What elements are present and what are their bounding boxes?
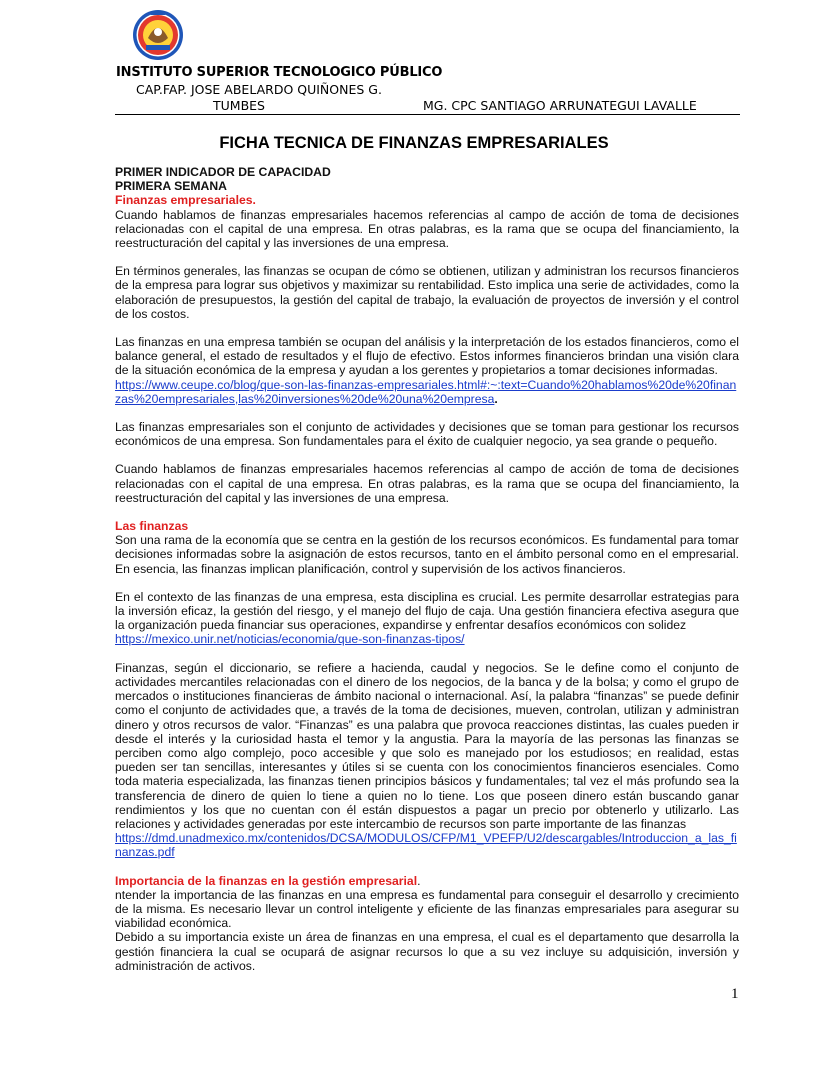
section-heading-importancia-period: .: [417, 873, 421, 888]
institution-name: INSTITUTO SUPERIOR TECNOLOGICO PÚBLICO: [116, 65, 443, 80]
teacher-name: MG. CPC SANTIAGO ARRUNATEGUI LAVALLE: [423, 98, 697, 113]
section-heading-importancia: [115, 874, 739, 888]
paragraph-7: En el contexto de las finanzas de una empresa, esta disciplina es crucial. Les permite desarrollar estrategias para la inversión eficaz, la gestión del riesgo, y el manejo del flujo de caja. Una gestión financiera efectiva asegura que la organización pueda financiar sus operaciones, expandirse y enfrentar desafíos económicos con solidez: [115, 589, 739, 633]
indicator-heading: PRIMER INDICADOR DE CAPACIDAD: [115, 165, 331, 179]
institution-seal-logo: [132, 8, 184, 62]
paragraph-2: En términos generales, las finanzas se ocupan de cómo se obtienen, utilizan y administran los recursos financieros de la empresa para lograr sus objetivos y maximizar su rentabilidad. Esto implica una serie de actividades, como la elaboración de presupuestos, la gestión del capital de trabajo, la evaluación de proyectos de inversión y el control de los costos.: [115, 264, 739, 321]
section-heading-period: .: [252, 193, 256, 208]
paragraph-10: Debido a su importancia existe un área de finanzas en una empresa, el cual es el departamento que desarrolla la gestión financiera la cual se ocupará de asignar recursos lo que a su vez incluye su adquisición, inversión y administración de activos.: [115, 930, 739, 973]
page-number: 1: [731, 986, 739, 1002]
section-heading-las-finanzas: Las finanzas: [115, 519, 189, 534]
paragraph-9: ntender la importancia de las finanzas en una empresa es fundamental para conseguir el desarrollo y crecimiento de la misma. Es necesario llevar un control inteligente y eficiente de las finanzas empresariales para asegurar su viabilidad económica.: [115, 887, 739, 931]
section-heading-importancia-text: Importancia de la finanzas en la gestión empresarial: [115, 873, 418, 888]
paragraph-3: Las finanzas en una empresa también se ocupan del análisis y la interpretación de los estados financieros, como el balance general, el estado de resultados y el flujo de efectivo. Estos informes financieros brindan una visión clara de la situación económica de la empresa y ayudan a los gerentes y propietarios a tomar decisiones informadas.: [115, 335, 739, 378]
week-heading: PRIMERA SEMANA: [115, 179, 227, 194]
paragraph-8: Finanzas, según el diccionario, se refiere a hacienda, caudal y negocios. Se le define como el conjunto de actividades mercantiles relacionadas con el dinero de los negocios, de la banca y de la bolsa; y como el grupo de mercados o instituciones financieras de ámbito nacional o internacional. Así, la palabra “finanzas” se puede definir como el conjunto de actividades que, a través de la toma de decisiones, mueven, controlan, utilizan y administran dinero y otros recursos de valor. “Finanzas” es una palabra que provoca reacciones distintas, las cuales pueden ir desde el interés y la curiosidad hasta el temor y la angustia. Para la mayoría de las personas las finanzas se perciben como algo complejo, poco accesible y que solo es manejado por los estudiosos; en realidad, estas pueden ser tan sencillas, interesantes y útiles si se cuenta con los conocimientos financieros esenciales. Como toda materia especializada, las finanzas tienen principios básicos y fundamentales; tal vez el más profundo sea la transferencia de dinero de quien lo tiene a quien no lo tiene. Los que poseen dinero están buscando ganar rendimientos y los que no cuentan con él están dispuestos a pagar un precio por obtenerlo y utilizarlo. Las relaciones y actividades generadas por este intercambio de recursos son parte importante de las finanzas: [115, 660, 739, 831]
reference-link-1-wrapper: [115, 378, 739, 406]
paragraph-1: Cuando hablamos de finanzas empresariales hacemos referencias al campo de acción de toma de decisiones relacionadas con el capital de una empresa. En otras palabras, es la rama que se ocupa del financiamiento, la reestructuración del capital y las inversiones de una empresa.: [115, 207, 739, 251]
reference-link-period: .: [494, 391, 498, 406]
reference-link-2-wrapper: [115, 632, 739, 646]
paragraph-5: Cuando hablamos de finanzas empresariales hacemos referencias al campo de acción de toma de decisiones relacionadas con el capital de una empresa. En otras palabras, es la rama que se ocupa del financiamiento, la reestructuración del capital y las inversiones de una empresa.: [115, 462, 739, 505]
section-heading-finanzas-empresariales: [115, 193, 739, 207]
reference-link-3-wrapper: [115, 831, 739, 859]
reference-link-ceupe[interactable]: https://www.ceupe.co/blog/que-son-las-finanzas-empresariales.html#:~:text=Cuando%20hablamos%20de%20finanzas%20empresariales,las%20inversiones%20de%20una%20empresa: [115, 377, 737, 406]
document-title: FICHA TECNICA DE FINANZAS EMPRESARIALES: [219, 134, 609, 152]
reference-link-unir[interactable]: https://mexico.unir.net/noticias/economia/que-son-finanzas-tipos/: [115, 632, 465, 647]
reference-link-unadm[interactable]: https://dmd.unadmexico.mx/contenidos/DCSA/MODULOS/CFP/M1_VPEFP/U2/descargables/Introduccion_a_las_finanzas.pdf: [115, 831, 737, 860]
header-divider: [115, 114, 740, 115]
paragraph-6: Son una rama de la economía que se centra en la gestión de los recursos económicos. Es fundamental para tomar decisiones informadas sobre la asignación de estos recursos, tanto en el ámbito personal como en el empresarial. En esencia, las finanzas implican planificación, control y supervisión de los activos financieros.: [115, 533, 739, 576]
document-body: [115, 165, 739, 973]
city-name: TUMBES: [213, 98, 265, 113]
section-heading-text: Finanzas empresariales: [115, 193, 253, 208]
paragraph-4: Las finanzas empresariales son el conjunto de actividades y decisiones que se toman para gestionar los recursos económicos de una empresa. Son fundamentales para el éxito de cualquier negocio, ya sea grande o pequeño.: [115, 420, 739, 449]
campus-name: CAP.FAP. JOSE ABELARDO QUIÑONES G.: [136, 82, 382, 97]
